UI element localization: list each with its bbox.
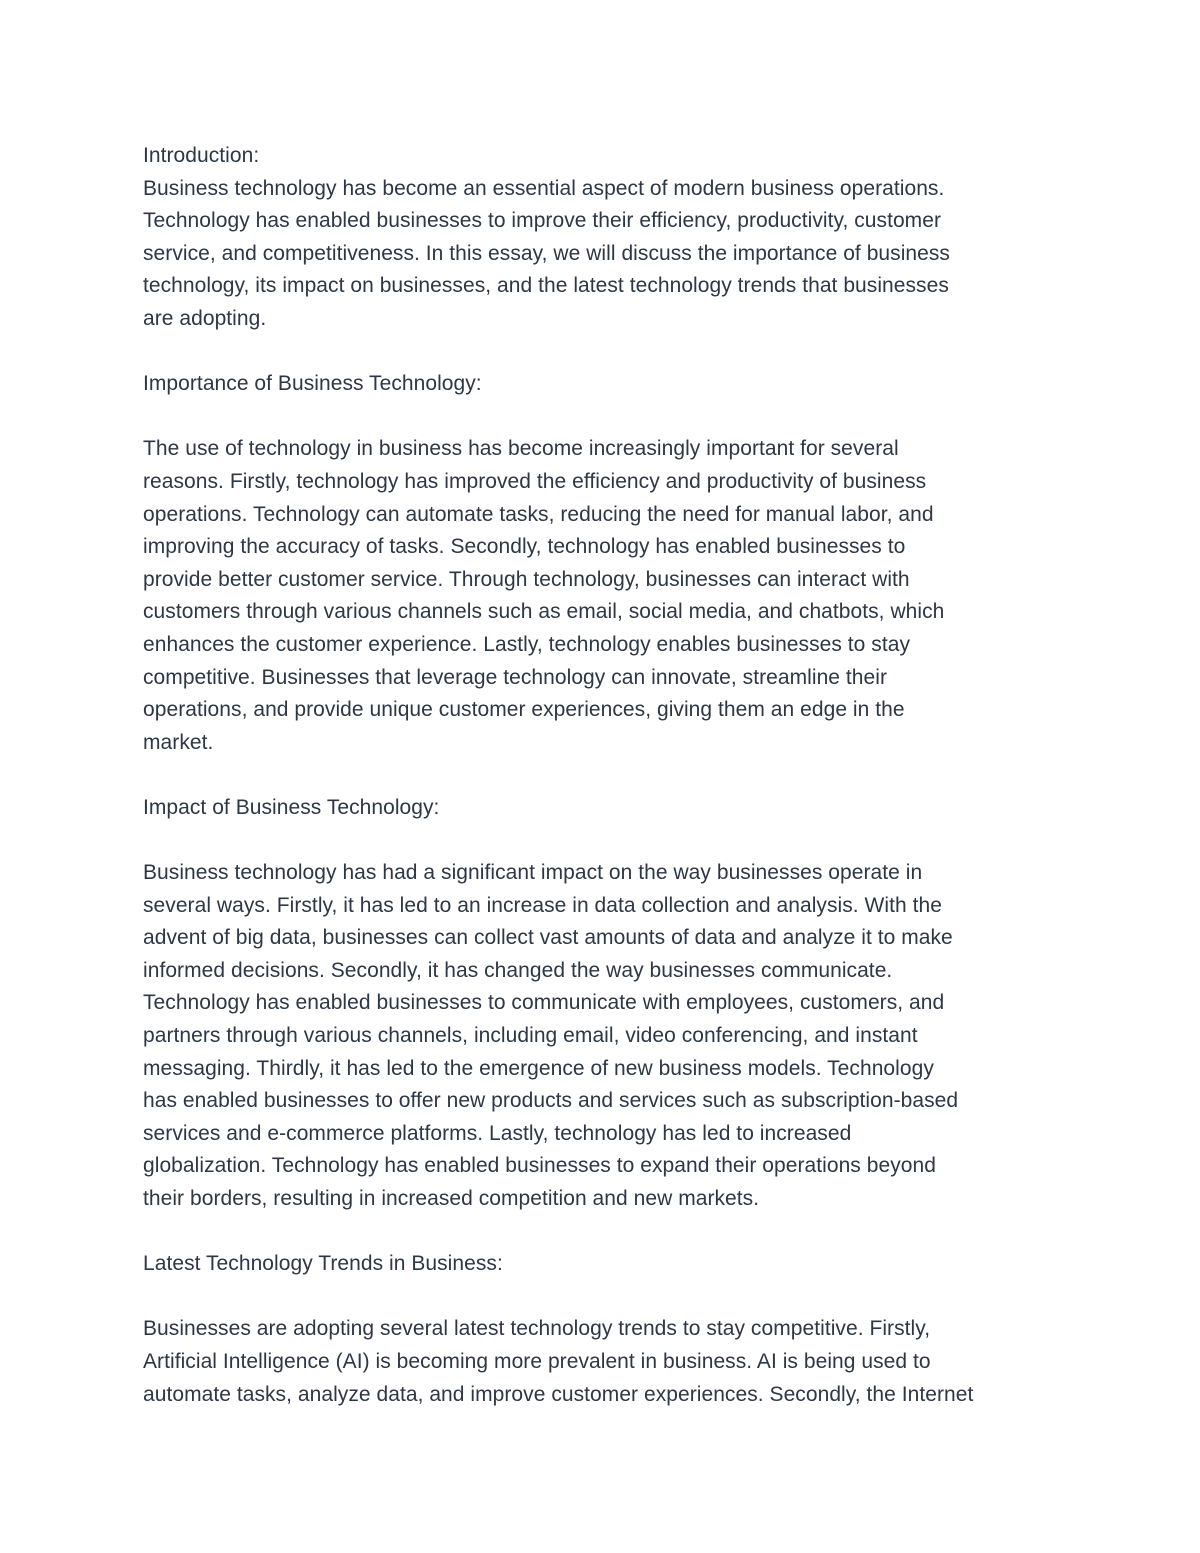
text-line: Business technology has had a significant impact on the way businesses operate in [143,861,923,885]
text-line: operations, and provide unique customer experiences, giving them an edge in the [143,698,905,722]
text-line: are adopting. [143,306,267,330]
text-line: services and e-commerce platforms. Lastly, technology has led to increased [143,1121,852,1145]
text-line: reasons. Firstly, technology has improved the efficiency and productivity of business [143,469,927,493]
text-line: partners through various channels, including email, video conferencing, and instant [143,1024,918,1048]
paragraph-gap [143,401,1068,434]
paragraph-gap [143,759,1068,792]
impact-paragraph [143,857,1068,1216]
text-line: technology, its impact on businesses, and the latest technology trends that businesses [143,274,949,298]
text-line: The use of technology in business has become increasingly important for several [143,437,899,461]
text-line: has enabled businesses to offer new products and services such as subscription-based [143,1089,959,1113]
trends-heading: Latest Technology Trends in Business: [143,1252,503,1276]
text-line: Businesses are adopting several latest technology trends to stay competitive. Firstly, [143,1317,931,1341]
text-line: globalization. Technology has enabled businesses to expand their operations beyond [143,1154,936,1178]
paragraph-gap [143,1216,1068,1249]
text-line: improving the accuracy of tasks. Secondly, technology has enabled businesses to [143,535,906,559]
text-line: service, and competitiveness. In this essay, we will discuss the importance of business [143,241,950,265]
paragraph-gap [143,1281,1068,1314]
text-line: informed decisions. Secondly, it has changed the way businesses communicate. [143,958,893,982]
paragraph-gap [143,824,1068,857]
text-line: automate tasks, analyze data, and improve customer experiences. Secondly, the Internet [143,1382,974,1406]
text-line: customers through various channels such as email, social media, and chatbots, which [143,600,945,624]
paragraph-gap [143,336,1068,369]
text-line: Business technology has become an essential aspect of modern business operations. [143,176,945,200]
text-line: Artificial Intelligence (AI) is becoming more prevalent in business. AI is being used to [143,1349,931,1373]
text-line: Technology has enabled businesses to communicate with employees, customers, and [143,991,945,1015]
text-line: competitive. Businesses that leverage technology can innovate, streamline their [143,665,888,689]
intro-paragraph [143,173,1068,336]
text-line: operations. Technology can automate tasks, reducing the need for manual labor, and [143,502,934,526]
text-line: their borders, resulting in increased competition and new markets. [143,1187,760,1210]
importance-paragraph [143,433,1068,759]
text-line: advent of big data, businesses can collect vast amounts of data and analyze it to make [143,926,953,950]
intro-heading: Introduction: [143,144,260,167]
text-line: messaging. Thirdly, it has led to the emergence of new business models. Technology [143,1056,934,1080]
text-line: several ways. Firstly, it has led to an increase in data collection and analysis. With the [143,893,942,917]
importance-heading: Importance of Business Technology: [143,372,482,396]
text-line: provide better customer service. Through technology, businesses can interact with [143,567,910,591]
text-line: Technology has enabled businesses to improve their efficiency, productivity, customer [143,209,941,233]
document-body [143,140,1068,1411]
text-line: enhances the customer experience. Lastly, technology enables businesses to stay [143,632,911,656]
text-line: market. [143,730,214,754]
trends-paragraph [143,1313,1068,1411]
impact-heading: Impact of Business Technology: [143,795,440,819]
